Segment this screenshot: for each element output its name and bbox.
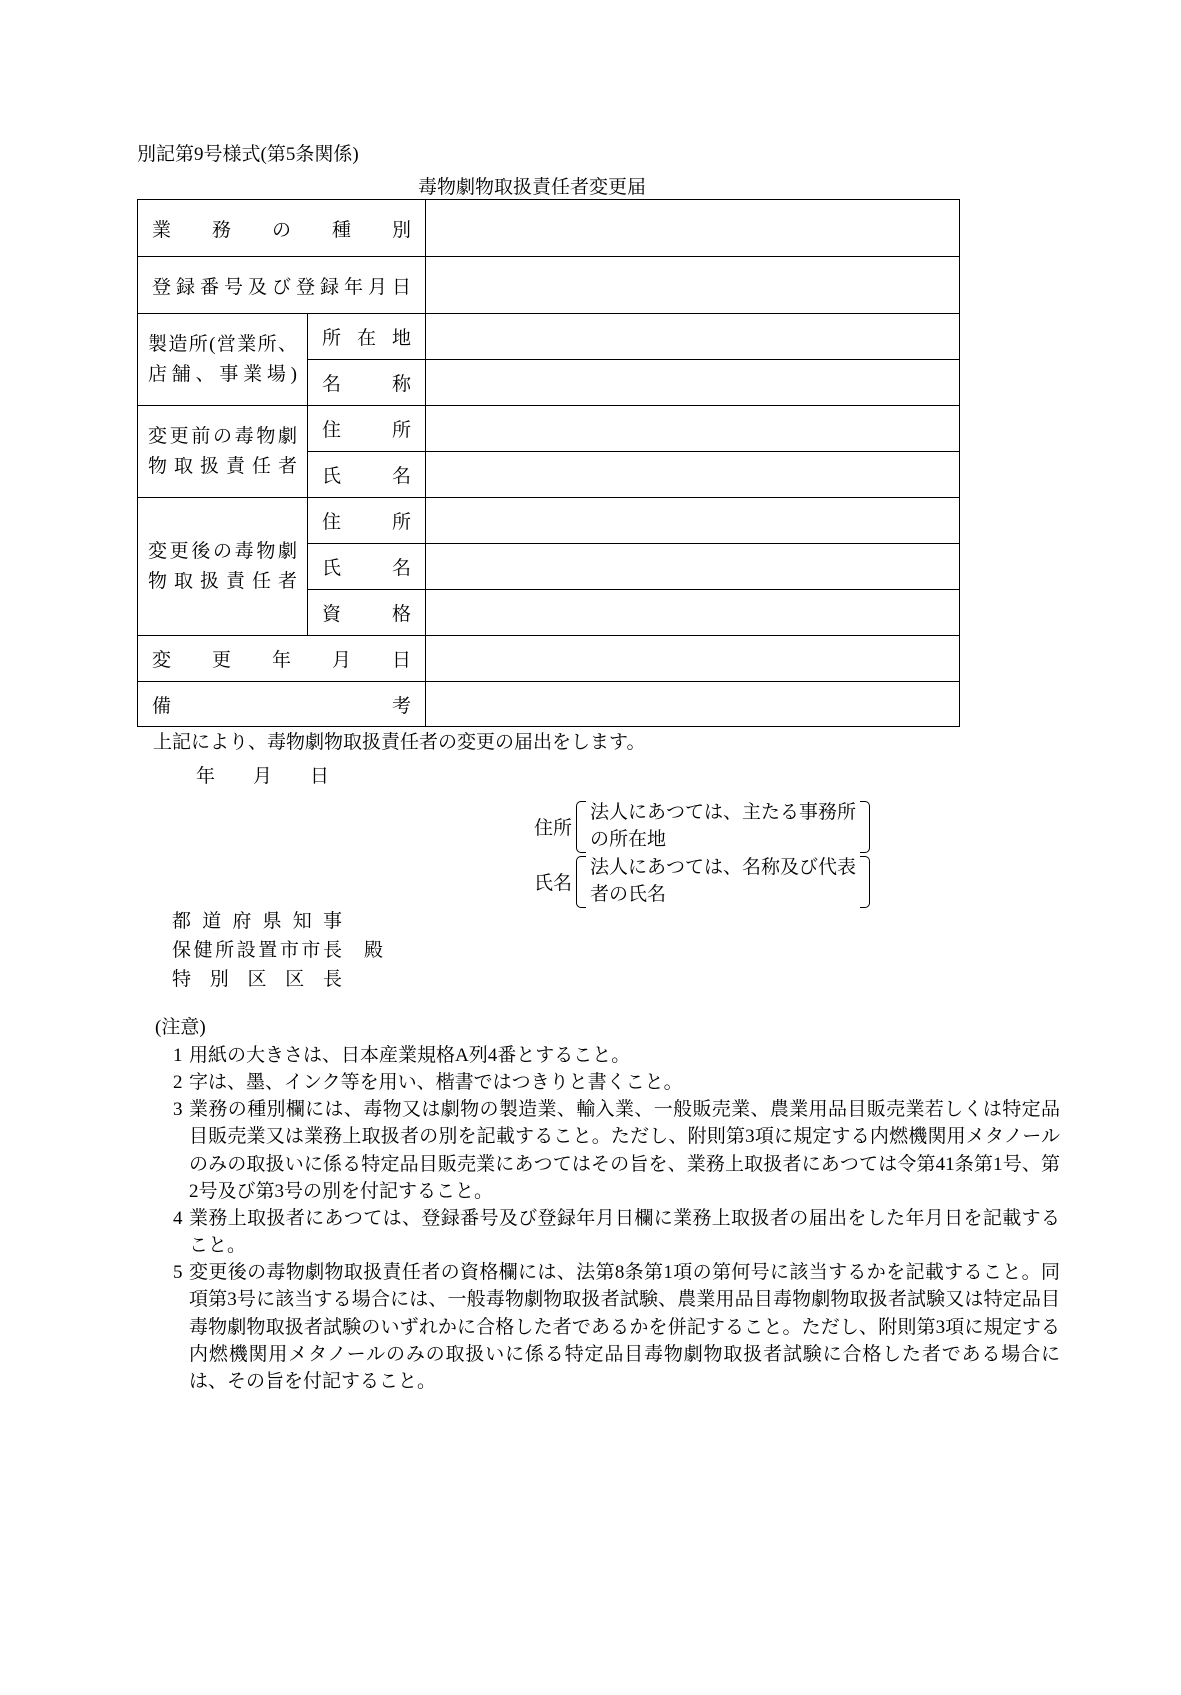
note-item bbox=[155, 1069, 1060, 1096]
table-row bbox=[138, 498, 960, 544]
label-facility-line1: 製造所(営業所、 bbox=[148, 334, 297, 356]
note-number: 1 bbox=[173, 1045, 183, 1066]
notes-section bbox=[155, 1012, 1060, 1395]
recipient-line-1-text: 都道府県知事 bbox=[172, 911, 342, 932]
note-text: 字は、墨、インク等を用い、楷書ではつきりと書くこと。 bbox=[189, 1072, 683, 1094]
table-row bbox=[138, 200, 960, 257]
note-text: 業務の種別欄には、毒物又は劇物の製造業、輸入業、一般販売業、農業用品目販売業若しくは特定品目販売業又は業務上取扱者の別を記載すること。ただし、附則第3項に規定する内燃機関用メタノールのみの取扱いに係る特定品目販売業にあつてはその旨を、業務上取扱者にあつては令第41条第1号、第2号及び第3号の別を付記すること。 bbox=[189, 1099, 1060, 1202]
label-after-manager-name: 氏名 bbox=[308, 544, 426, 590]
note-item bbox=[155, 1096, 1060, 1205]
date-year-label: 年 bbox=[196, 766, 216, 787]
recipient-special-ward-head bbox=[172, 966, 383, 995]
label-after-manager-address: 住所 bbox=[308, 498, 426, 544]
label-after-manager-line1: 変更後の毒物劇 bbox=[148, 541, 297, 563]
field-before-manager-name[interactable] bbox=[426, 452, 960, 498]
note-item bbox=[155, 1042, 1060, 1069]
table-row bbox=[138, 636, 960, 682]
note-item bbox=[155, 1259, 1060, 1395]
label-after-manager-line2: 物取扱責任者 bbox=[148, 570, 297, 592]
applicant-address-note bbox=[576, 800, 870, 854]
label-before-manager-address: 住所 bbox=[308, 406, 426, 452]
label-change-date: 変更年月日 bbox=[138, 636, 426, 682]
recipient-line-2-text: 保健所設置市市長 bbox=[172, 939, 342, 961]
table-row bbox=[138, 406, 960, 452]
field-change-date[interactable] bbox=[426, 636, 960, 682]
field-after-manager-address[interactable] bbox=[426, 498, 960, 544]
label-before-manager-line2: 物取扱責任者 bbox=[148, 455, 297, 477]
applicant-name-block bbox=[534, 855, 870, 909]
submission-date-line[interactable] bbox=[196, 761, 329, 788]
applicant-name-label: 氏名 bbox=[534, 873, 573, 895]
applicant-name-note bbox=[576, 855, 870, 909]
date-month-label: 月 bbox=[253, 766, 273, 787]
applicant-address-note-line1: 法人にあつては、主たる事務所 bbox=[590, 802, 857, 823]
recipient-honorific: 殿 bbox=[364, 939, 384, 961]
label-remarks: 備考 bbox=[138, 682, 426, 727]
page-title: 毒物劇物取扱責任者変更届 bbox=[418, 177, 647, 198]
note-text: 変更後の毒物劇物取扱責任者の資格欄には、法第8条第1項の第何号に該当するかを記載すること。同項第3号に該当する場合には、一般毒物劇物取扱者試験、農業用品目毒物劇物取扱者試験又は特定品目毒物劇物取扱者試験のいずれかに合格した者であるかを併記すること。ただし、附則第3項に規定する内燃機関用メタノールのみの取扱いに係る特定品目毒物劇物取扱者試験に合格した者である場合には、その旨を付記すること。 bbox=[189, 1262, 1060, 1392]
declaration-text: 上記により、毒物劇物取扱責任者の変更の届出をします。 bbox=[153, 732, 646, 753]
note-number: 3 bbox=[173, 1099, 183, 1121]
label-facility-name: 名称 bbox=[308, 360, 426, 406]
table-row bbox=[138, 257, 960, 314]
form-number-heading: 別記第9号様式(第5条関係) bbox=[137, 144, 359, 165]
note-text: 業務上取扱者にあつては、登録番号及び登録年月日欄に業務上取扱者の届出をした年月日を記載すること。 bbox=[189, 1207, 1060, 1257]
field-facility-name[interactable] bbox=[426, 360, 960, 406]
table-row bbox=[138, 314, 960, 360]
label-business-type: 業務の種別 bbox=[138, 200, 426, 257]
label-before-manager bbox=[138, 406, 308, 498]
label-facility bbox=[138, 314, 308, 406]
label-after-manager bbox=[138, 498, 308, 636]
field-before-manager-address[interactable] bbox=[426, 406, 960, 452]
applicant-address-note-line2: の所在地 bbox=[590, 828, 667, 850]
table-row bbox=[138, 682, 960, 727]
label-registration-number-date: 登録番号及び登録年月日 bbox=[138, 257, 426, 314]
notes-title: (注意) bbox=[155, 1017, 206, 1038]
label-after-manager-qualification: 資格 bbox=[308, 590, 426, 636]
field-registration-number-date[interactable] bbox=[426, 257, 960, 314]
label-before-manager-name: 氏名 bbox=[308, 452, 426, 498]
field-remarks[interactable] bbox=[426, 682, 960, 727]
field-after-manager-qualification[interactable] bbox=[426, 590, 960, 636]
label-facility-address: 所在地 bbox=[308, 314, 426, 360]
applicant-name-note-line2: 者の氏名 bbox=[590, 883, 667, 905]
note-item bbox=[155, 1205, 1060, 1259]
notification-form-table bbox=[137, 199, 960, 727]
recipient-prefectural-governor bbox=[172, 908, 383, 937]
note-number: 5 bbox=[173, 1262, 183, 1284]
recipient-line-3-text: 特別区区長 bbox=[172, 968, 342, 990]
note-text: 用紙の大きさは、日本産業規格A列4番とすること。 bbox=[189, 1045, 631, 1066]
note-number: 4 bbox=[173, 1207, 183, 1229]
recipient-block bbox=[172, 908, 383, 995]
field-business-type[interactable] bbox=[426, 200, 960, 257]
date-day-label: 日 bbox=[310, 766, 330, 787]
field-after-manager-name[interactable] bbox=[426, 544, 960, 590]
applicant-address-block bbox=[534, 800, 870, 854]
applicant-name-note-line1: 法人にあつては、名称及び代表 bbox=[590, 857, 857, 878]
recipient-health-center-city-mayor bbox=[172, 937, 383, 966]
note-number: 2 bbox=[173, 1072, 183, 1094]
applicant-address-label: 住所 bbox=[534, 818, 573, 840]
field-facility-address[interactable] bbox=[426, 314, 960, 360]
label-facility-line2: 店舗、事業場) bbox=[148, 363, 297, 385]
label-before-manager-line1: 変更前の毒物劇 bbox=[148, 426, 297, 448]
